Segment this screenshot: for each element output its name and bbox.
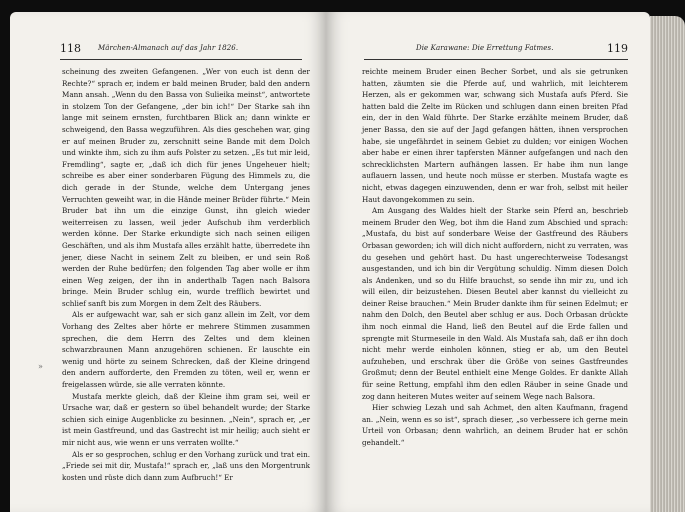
running-head: Märchen-Almanach auf das Jahr 1826. bbox=[98, 44, 239, 52]
paragraph: scheinung des zweiten Gefangenen. „Wer von euch ist denn der Rechte?“ sprach er, indem er bald meinen Bruder, bald den andern Mann ansah. „Wenn du den Bassa von Sulieika meinst“, antwortete in stolzem Ton der Gefangene, „der bin ich!“ Der Starke sah ihn lange mit seinem ernsten, furchtbaren Blick an; dann winkte er schweigend, den Bassa wegzuführen. Als dies geschehen war, ging er auf meinen Bruder zu, zerschnitt seine Bande mit dem Dolch und winkte ihm, sich zu ihm aufs Polster zu setzen. „Es tut mir leid, Fremdling“, sagte er, „daß ich dich für jenes Ungeheuer hielt; schreibe es aber einer sonderbaren Fügung des Himmels zu, die dich gerade in der Stunde, welche dem Untergang jenes Verruchten geweiht war, in die Hände meiner Brüder führte.“ Mein Bruder bat ihn um die einzige Gunst, ihn gleich wieder weiterreisen zu lassen, weil jeder Aufschub ihm verderblich werden könne. Der Starke erkundigte sich nach seinen eiligen Geschäften, und als ihm Mustafa alles erzählt hatte, überredete ihn jener, diese Nacht in seinem Zelt zu bleiben, er und sein Roß werden der Ruhe bedürfen; den folgenden Tag aber wolle er ihm einen Weg zeigen, der ihn in anderthalb Tagen nach Balsora bringe. Mein Bruder schlug ein, wurde trefflich bewirtet und schlief sanft bis zum Morgen in dem Zelt des Räubers. bbox=[62, 67, 310, 308]
running-head: Die Karawane: Die Errettung Fatmes. bbox=[416, 44, 554, 52]
paragraph: Am Ausgang des Waldes hielt der Starke sein Pferd an, beschrieb meinem Bruder den Weg, bot ihm die Hand zum Abschied und sprach: „Mustafa, du bist auf sonderbare Weise der Gastfreund des Räubers Orbasan geworden; ich will dich nicht auffordern, nicht zu verraten, was du gesehen und gehört hast. Du hast ungerechterweise Todesangst ausgestanden, und ich bin dir Vergütung schuldig. Nimm diesen Dolch als Andenken, und so du Hilfe brauchst, so sende ihn mir zu, und ich will eilen, dir beizustehen. Diesen Beutel aber kannst du vielleicht zu deiner Reise brauchen.“ Mein Bruder dankte ihm für seinen Edelmut; er nahm den Dolch, den Beutel aber schlug er aus. Doch Orbasan drückte ihm noch einmal die Hand, ließ den Beutel auf die Erde fallen und sprengte mit Sturmeseile in den Wald. Als Mustafa sah, daß er ihn doch nicht mehr werde einholen können, stieg er ab, um den Beutel aufzuheben, und erschrak über die Größe von seines Gastfreundes Großmut; denn der Beutel enthielt eine Menge Goldes. Er dankte Allah für seine Rettung, empfahl ihm den edlen Räuber in seine Gnade und zog dann heiteren Mutes weiter auf seinem Wege nach Balsora. bbox=[362, 206, 628, 401]
left-page bbox=[10, 12, 326, 512]
left-page-header bbox=[60, 42, 302, 60]
margin-mark: » bbox=[38, 362, 43, 371]
paragraph: Als er so gesprochen, schlug er den Vorhang zurück und trat ein. „Friede sei mit dir, Mustafa!“ sprach er, „laß uns den Morgentrunk kosten und rüste dich dann zum Aufbruch!“ Er bbox=[62, 449, 310, 482]
page-edges bbox=[650, 16, 685, 512]
page-number: 118 bbox=[60, 42, 81, 55]
paragraph: Als er aufgewacht war, sah er sich ganz allein im Zelt, vor dem Vorhang des Zeltes aber hörte er mehrere Stimmen zusammen sprechen, die dem Herrn des Zeltes und dem kleinen schwarzbraunen Mann anzugehören schienen. Er lauschte ein wenig und hörte zu seinem Schrecken, daß der Kleine dringend den andern aufforderte, den Fremden zu töten, weil er, wenn er freigelassen würde, sie alle verraten könnte. bbox=[62, 310, 310, 390]
page-number: 119 bbox=[607, 42, 628, 55]
right-page-header bbox=[364, 42, 628, 60]
right-page-body bbox=[362, 66, 628, 449]
header-rule bbox=[60, 59, 302, 60]
paragraph: reichte meinem Bruder einen Becher Sorbet, und als sie getrunken hatten, zäumten sie die Pferde auf, und wahrlich, mit leichterem Herzen, als er gekommen war, schwang sich Mustafa aufs Pferd. Sie hatten bald die Zelte im Rücken und schlugen dann einen breiten Pfad ein, der in den Wald führte. Der Starke erzählte meinem Bruder, daß jener Bassa, den sie auf der Jagd gefangen hätten, ihnen versprochen habe, sie ungefährdet in seinem Gebiet zu dulden; vor einigen Wochen aber habe er einen ihrer tapfersten Männer aufgefangen und nach den schrecklichsten Martern aufhängen lassen. Er habe ihm nun lange auflauern lassen, und heute noch müsse er sterben. Mustafa wagte es nicht, etwas dagegen einzuwenden, denn er war froh, selbst mit heiler Haut davongekommen zu sein. bbox=[362, 67, 628, 204]
left-page-body bbox=[62, 66, 310, 483]
paragraph: Mustafa merkte gleich, daß der Kleine ihm gram sei, weil er Ursache war, daß er gestern so übel behandelt wurde; der Starke schien sich einige Augenblicke zu besinnen. „Nein“, sprach er, „er ist mein Gastfreund, und das Gastrecht ist mir heilig; auch sieht er mir nicht aus, wie wenn er uns verraten wollte.“ bbox=[62, 391, 310, 447]
paragraph: Hier schwieg Lezah und sah Achmet, den alten Kaufmann, fragend an. „Nein, wenn es so ist“, sprach dieser, „so verbessere ich gerne mein Urteil von Orbasan; denn wahrlich, an deinem Bruder hat er schön gehandelt.“ bbox=[362, 403, 628, 447]
right-page bbox=[326, 12, 650, 512]
header-rule bbox=[364, 59, 628, 60]
